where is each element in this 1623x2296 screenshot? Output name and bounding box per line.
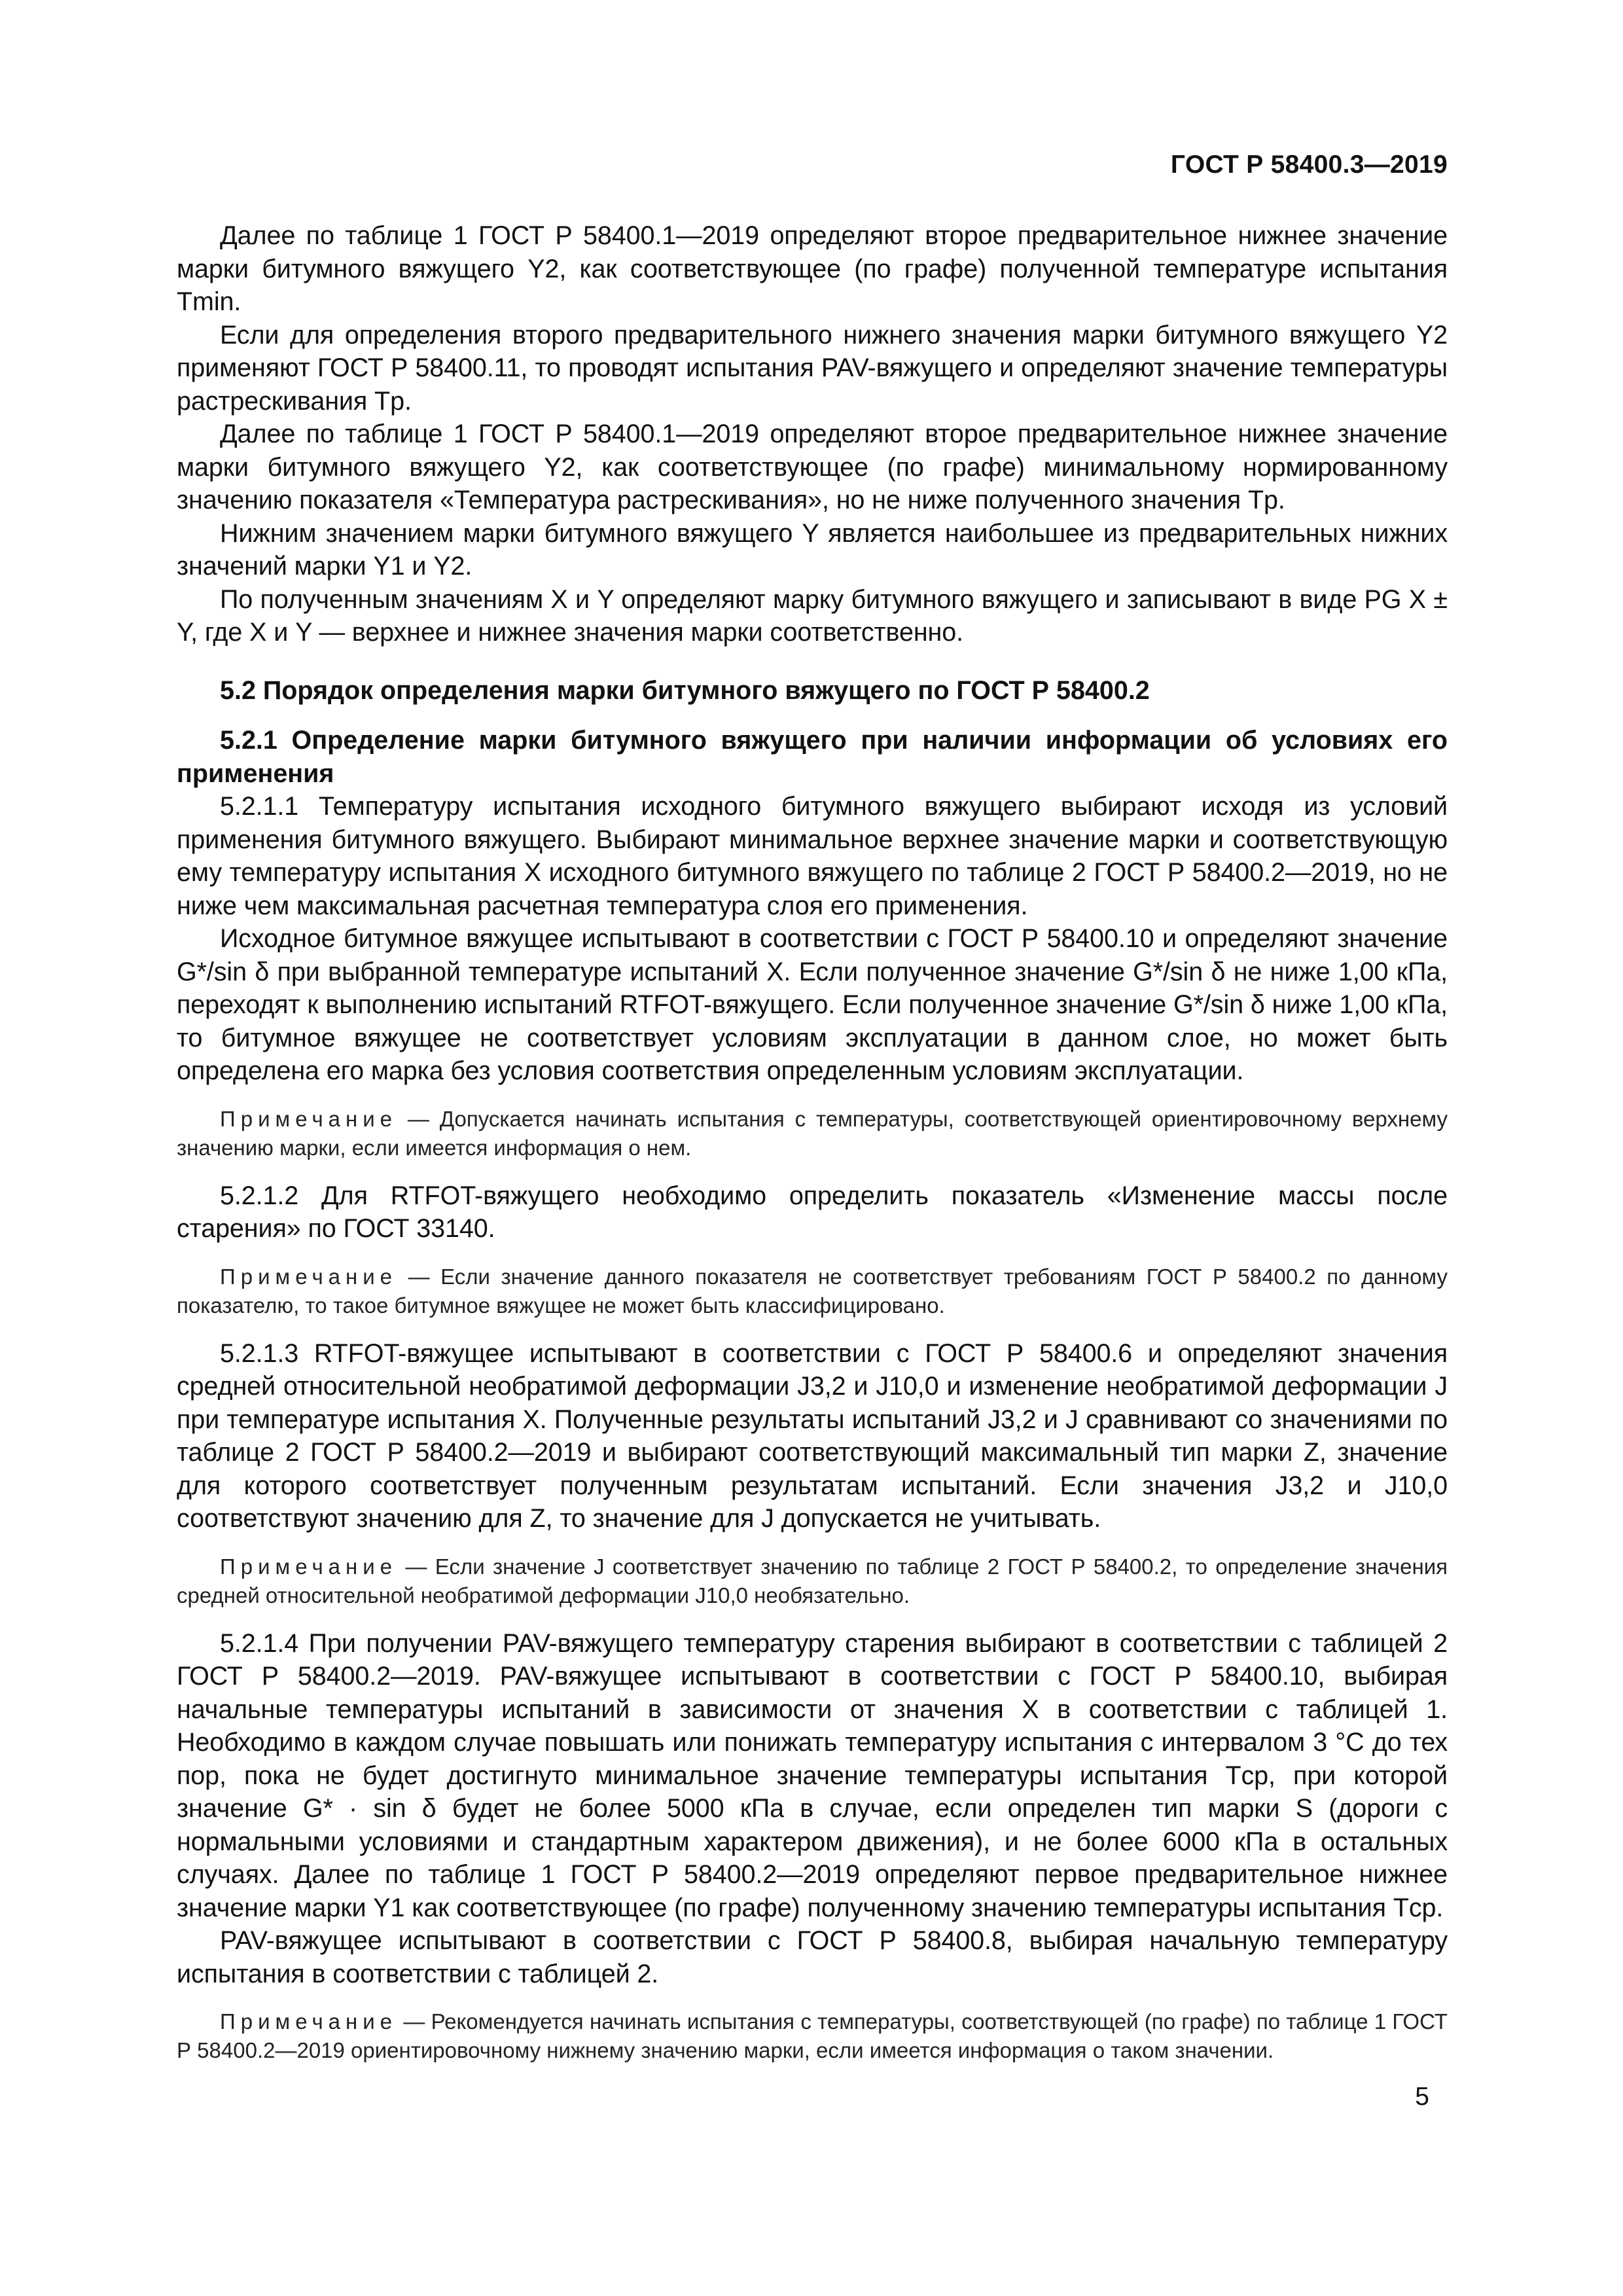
document-code-header: ГОСТ Р 58400.3—2019	[1170, 151, 1448, 179]
note-label: Примечание	[220, 1106, 398, 1131]
note-text: — Допускается начинать испытания с температуры, соответствующей ориентировочному верхнему значению марки, если имеется информация о нем.	[177, 1106, 1448, 1160]
note-text: — Если значение данного показателя не соответствует требованиям ГОСТ Р 58400.2 по данному показателю, то такое битумное вяжущее не может быть классифицировано.	[177, 1264, 1448, 1318]
paragraph: Далее по таблице 1 ГОСТ Р 58400.1—2019 определяют второе предварительное нижнее значение марки битумного вяжущего Y2, как соответствующее (по графе) полученной температуре испытания Tmin.	[177, 221, 1448, 316]
note-label: Примечание	[220, 1554, 398, 1579]
paragraph: PAV-вяжущее испытывают в соответствии с ГОСТ Р 58400.8, выбирая начальную температуру испытания в соответствии с таблицей 2.	[177, 1926, 1448, 1988]
note-text: — Рекомендуется начинать испытания с температуры, соответствующей (по графе) по таблице 1 ГОСТ Р 58400.2—2019 ориентировочному нижнему значению марки, если имеется информация о таком значении.	[177, 2009, 1448, 2062]
note-label: Примечание	[220, 1264, 398, 1289]
paragraph: 5.2.1.2 Для RTFOT-вяжущего необходимо определить показатель «Изменение массы после старения» по ГОСТ 33140.	[177, 1181, 1448, 1243]
paragraph: Далее по таблице 1 ГОСТ Р 58400.1—2019 определяют второе предварительное нижнее значение марки битумного вяжущего Y2, как соответствующее (по графе) минимальному нормированному значению показателя «Температура растрескивания», но не ниже полученного значения Tр.	[177, 420, 1448, 514]
paragraph: По полученным значениям X и Y определяют марку битумного вяжущего и записывают в виде PG X ± Y, где X и Y — верхнее и нижнее значения марки соответственно.	[177, 584, 1448, 647]
paragraph: Исходное битумное вяжущее испытывают в соответствии с ГОСТ Р 58400.10 и определяют значение G*/sin δ при выбранной температуре испытаний X. Если полученное значение G*/sin δ не ниже 1,00 кПа, переходят к выполнению испытаний RTFOT-вяжущего. Если полученное значение G*/sin δ ниже 1,00 кПа, то битумное вяжущее не соответствует условиям эксплуатации в данном слое, но может быть определена его марка без условия соответствия определенным условиям эксплуатации.	[177, 924, 1448, 1085]
paragraph: 5.2.1.4 При получении PAV-вяжущего температуру старения выбирают в соответствии с таблицей 2 ГОСТ Р 58400.2—2019. PAV-вяжущее испытывают в соответствии с ГОСТ Р 58400.10, выбирая начальные температуры испытаний в зависимости от значения X в соответствии с таблицей 1. Необходимо в каждом случае повышать или понижать температуру испытания с интервалом 3 °С до тех пор, пока не будет достигнуто минимальное значение температуры испытания Tср, при которой значение G* · sin δ будет не более 5000 кПа в случае, если определен тип марки S (дороги с нормальными условиями и стандартным характером движения), и не более 6000 кПа в остальных случаях. Далее по таблице 1 ГОСТ Р 58400.2—2019 определяют первое предварительное нижнее значение марки Y1 как соответствующее (по графе) полученному значению температуры испытания Tср.	[177, 1628, 1448, 1922]
paragraph: Если для определения второго предварительного нижнего значения марки битумного вяжущего Y2 применяют ГОСТ Р 58400.11, то проводят испытания PAV-вяжущего и определяют значение температуры растрескивания Tр.	[177, 320, 1448, 416]
note	[177, 1105, 1448, 1162]
section-heading: 5.2 Порядок определения марки битумного вяжущего по ГОСТ Р 58400.2	[220, 675, 1150, 705]
page-number: 5	[1415, 2083, 1429, 2111]
note	[177, 1552, 1448, 1610]
note-label: Примечание	[220, 2009, 398, 2034]
subsection-heading: 5.2.1 Определение марки битумного вяжущего при наличии информации об условиях его применения	[177, 726, 1448, 788]
paragraph: 5.2.1.1 Температуру испытания исходного битумного вяжущего выбирают исходя из условий применения битумного вяжущего. Выбирают минимальное верхнее значение марки и соответствующую ему температуру испытания X исходного битумного вяжущего по таблице 2 ГОСТ Р 58400.2—2019, но не ниже чем максимальная расчетная температура слоя его применения.	[177, 792, 1448, 920]
paragraph: 5.2.1.3 RTFOT-вяжущее испытывают в соответствии с ГОСТ Р 58400.6 и определяют значения средней относительной необратимой деформации J3,2 и J10,0 и изменение необратимой деформации J при температуре испытания X. Полученные результаты испытаний J3,2 и J сравнивают со значениями по таблице 2 ГОСТ Р 58400.2—2019 и выбирают соответствующий максимальный тип марки Z, значение для которого соответствует полученным результатам испытаний. Если значения J3,2 и J10,0 соответствуют значению для Z, то значение для J допускается не учитывать.	[177, 1338, 1448, 1533]
paragraph: Нижним значением марки битумного вяжущего Y является наибольшее из предварительных нижних значений марки Y1 и Y2.	[177, 518, 1448, 581]
note	[177, 1263, 1448, 1320]
note	[177, 2007, 1448, 2065]
document-body	[177, 219, 1448, 2065]
note-text: — Если значение J соответствует значению по таблице 2 ГОСТ Р 58400.2, то определение значения средней относительной необратимой деформации J10,0 необязательно.	[177, 1554, 1448, 1607]
